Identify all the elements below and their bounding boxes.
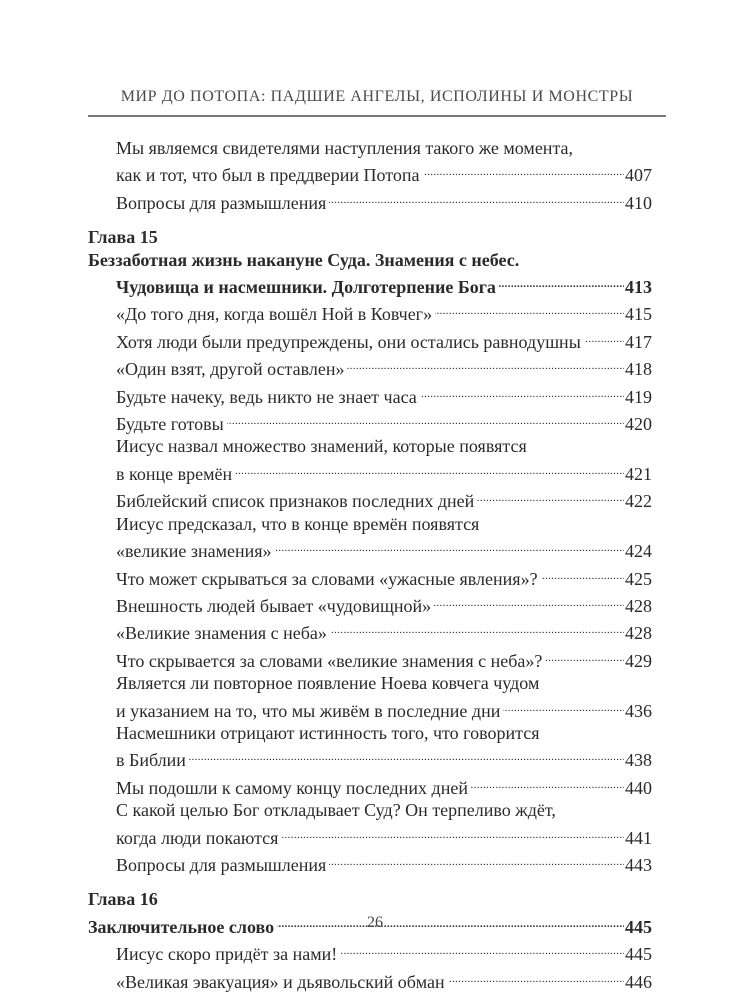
header-rule xyxy=(88,115,666,117)
dot-leader xyxy=(435,298,624,320)
entry-page: 420 xyxy=(625,414,652,435)
toc-line xyxy=(88,159,652,186)
entry-page: 441 xyxy=(625,827,652,848)
toc-line xyxy=(88,187,652,214)
entry-page: 415 xyxy=(625,304,652,325)
toc-entry[interactable] xyxy=(88,137,652,187)
chapter-title-text: Чудовища и насмешники. Долготерпение Бога xyxy=(116,277,496,298)
toc-line xyxy=(88,326,652,353)
toc-entry[interactable] xyxy=(88,849,652,876)
entry-text: Что может скрываться за словами «ужасные явления»? xyxy=(116,568,538,589)
dot-leader xyxy=(329,849,624,871)
toc-line xyxy=(88,744,652,771)
entry-text: Иисус скоро придёт за нами! xyxy=(116,944,338,965)
toc-line xyxy=(88,799,652,821)
entry-page: 418 xyxy=(625,359,652,380)
toc-entry[interactable] xyxy=(88,563,652,590)
entry-text: «Великая эвакуация» и дьявольский обман xyxy=(116,971,445,992)
table-of-contents xyxy=(88,137,652,993)
entry-page: 428 xyxy=(625,623,652,644)
chapter-title-text: Заключительное слово xyxy=(88,916,275,937)
dot-leader xyxy=(541,563,624,585)
toc-line xyxy=(88,137,652,159)
dot-leader xyxy=(584,326,624,348)
toc-line xyxy=(88,298,652,325)
entry-page: 429 xyxy=(625,650,652,671)
entry-text: и указанием на то, что мы живём в последние дни xyxy=(116,700,501,721)
toc-entry[interactable] xyxy=(88,799,652,849)
dot-leader xyxy=(477,485,624,507)
dot-leader xyxy=(281,822,624,844)
entry-text: Внешность людей бывает «чудовищной» xyxy=(116,595,432,616)
dot-leader xyxy=(329,187,624,209)
toc-entry[interactable] xyxy=(88,722,652,772)
entry-text: Вопросы для размышления xyxy=(116,192,327,213)
entry-text: в конце времён xyxy=(116,463,233,484)
toc-entry[interactable] xyxy=(88,617,652,644)
toc-line xyxy=(88,822,652,849)
chapter-title-page: 445 xyxy=(625,916,652,937)
dot-leader xyxy=(503,695,624,717)
entry-page: 424 xyxy=(625,541,652,562)
toc-line xyxy=(88,381,652,408)
dot-leader xyxy=(340,938,624,960)
toc-entry[interactable] xyxy=(88,590,652,617)
dot-leader xyxy=(275,535,624,557)
toc-entry[interactable] xyxy=(88,298,652,325)
entry-page: 407 xyxy=(625,165,652,186)
toc-line xyxy=(88,513,652,535)
toc-line xyxy=(88,590,652,617)
chapter-title-text: Беззаботная жизнь накануне Суда. Знамения с небес. xyxy=(88,249,520,270)
dot-leader xyxy=(499,271,624,293)
toc-line xyxy=(88,535,652,562)
entry-page: 443 xyxy=(625,854,652,875)
entry-page: 428 xyxy=(625,595,652,616)
entry-page: 438 xyxy=(625,750,652,771)
toc-entry[interactable] xyxy=(88,938,652,965)
entry-text: «Великие знамения с неба» xyxy=(116,623,327,644)
toc-entry[interactable] xyxy=(88,353,652,380)
toc-line xyxy=(88,849,652,876)
entry-page: 445 xyxy=(625,944,652,965)
entry-text: «До того дня, когда вошёл Ной в Ковчег» xyxy=(116,304,433,325)
dot-leader xyxy=(471,772,624,794)
entry-text: Мы подошли к самому концу последних дней xyxy=(116,777,468,798)
entry-page: 440 xyxy=(625,777,652,798)
toc-line xyxy=(88,485,652,512)
entry-text: Вопросы для размышления xyxy=(116,854,327,875)
dot-leader xyxy=(347,353,624,375)
dot-leader xyxy=(448,966,624,988)
dot-leader xyxy=(227,408,624,430)
toc-line xyxy=(88,435,652,457)
dot-leader xyxy=(423,159,624,181)
entry-page: 419 xyxy=(625,386,652,407)
entry-text: Что скрывается за словами «великие знамения с неба»? xyxy=(116,650,543,671)
entry-page: 425 xyxy=(625,568,652,589)
entry-page: 410 xyxy=(625,192,652,213)
toc-entry[interactable] xyxy=(88,772,652,799)
toc-line xyxy=(88,563,652,590)
dot-leader xyxy=(545,645,624,667)
entry-text: когда люди покаются xyxy=(116,827,279,848)
toc-entry[interactable] xyxy=(88,435,652,485)
toc-entry[interactable] xyxy=(88,645,652,672)
entry-text: Будьте готовы xyxy=(116,414,224,435)
entry-text: Насмешники отрицают истинность того, что говорится xyxy=(116,722,540,743)
toc-line xyxy=(88,617,652,644)
running-head: МИР ДО ПОТОПА: ПАДШИЕ АНГЕЛЫ, ИСПОЛИНЫ И МОНСТРЫ xyxy=(120,88,634,105)
dot-leader xyxy=(189,744,624,766)
toc-line xyxy=(88,938,652,965)
toc-line xyxy=(88,695,652,722)
entry-text: Иисус назвал множество знамений, которые появятся xyxy=(116,436,527,457)
toc-line xyxy=(88,458,652,485)
dot-leader xyxy=(330,617,624,639)
entry-text: Мы являемся свидетелями наступления такого же момента, xyxy=(116,138,574,158)
toc-line xyxy=(88,722,652,744)
entry-page: 417 xyxy=(625,331,652,352)
chapter-title[interactable] xyxy=(88,249,652,299)
entry-text: «великие знамения» xyxy=(116,541,272,562)
entry-text: С какой целью Бог откладывает Суд? Он терпеливо ждёт, xyxy=(116,800,556,821)
entry-page: 422 xyxy=(625,491,652,512)
entry-page: 436 xyxy=(625,700,652,721)
entry-text: Хотя люди были предупреждены, они остались равнодушны xyxy=(116,331,581,352)
toc-line xyxy=(88,645,652,672)
entry-text: Библейский список признаков последних дней xyxy=(116,491,475,512)
entry-page: 446 xyxy=(625,971,652,992)
entry-text: «Один взят, другой оставлен» xyxy=(116,359,345,380)
entry-text: Иисус предсказал, что в конце времён появятся xyxy=(116,513,480,534)
chapter-label: Глава 15 xyxy=(88,227,158,248)
toc-entry[interactable] xyxy=(88,672,652,722)
toc-entry[interactable] xyxy=(88,187,652,214)
page-number: 26 xyxy=(367,914,383,931)
dot-leader xyxy=(434,590,624,612)
entry-page: 421 xyxy=(625,463,652,484)
chapter-title-page: 413 xyxy=(625,277,652,298)
toc-entry[interactable] xyxy=(88,408,652,435)
entry-text: Является ли повторное появление Ноева ковчега чудом xyxy=(116,673,540,694)
chapter-title-line xyxy=(88,249,652,271)
toc-entry[interactable] xyxy=(88,381,652,408)
toc-line xyxy=(88,772,652,799)
toc-entry[interactable] xyxy=(88,326,652,353)
chapter-label: Глава 16 xyxy=(88,889,158,910)
toc-line xyxy=(88,408,652,435)
entry-text: в Библии xyxy=(116,750,186,771)
toc-entry[interactable] xyxy=(88,485,652,512)
toc-entry[interactable] xyxy=(88,966,652,993)
dot-leader xyxy=(420,381,624,403)
toc-line xyxy=(88,353,652,380)
entry-text: как и тот, что был в преддверии Потопа xyxy=(116,165,420,186)
entry-text: Будьте начеку, ведь никто не знает часа xyxy=(116,386,417,407)
chapter-title-line xyxy=(88,271,652,298)
dot-leader xyxy=(235,458,624,480)
toc-line xyxy=(88,672,652,694)
toc-entry[interactable] xyxy=(88,513,652,563)
toc-line xyxy=(88,966,652,993)
